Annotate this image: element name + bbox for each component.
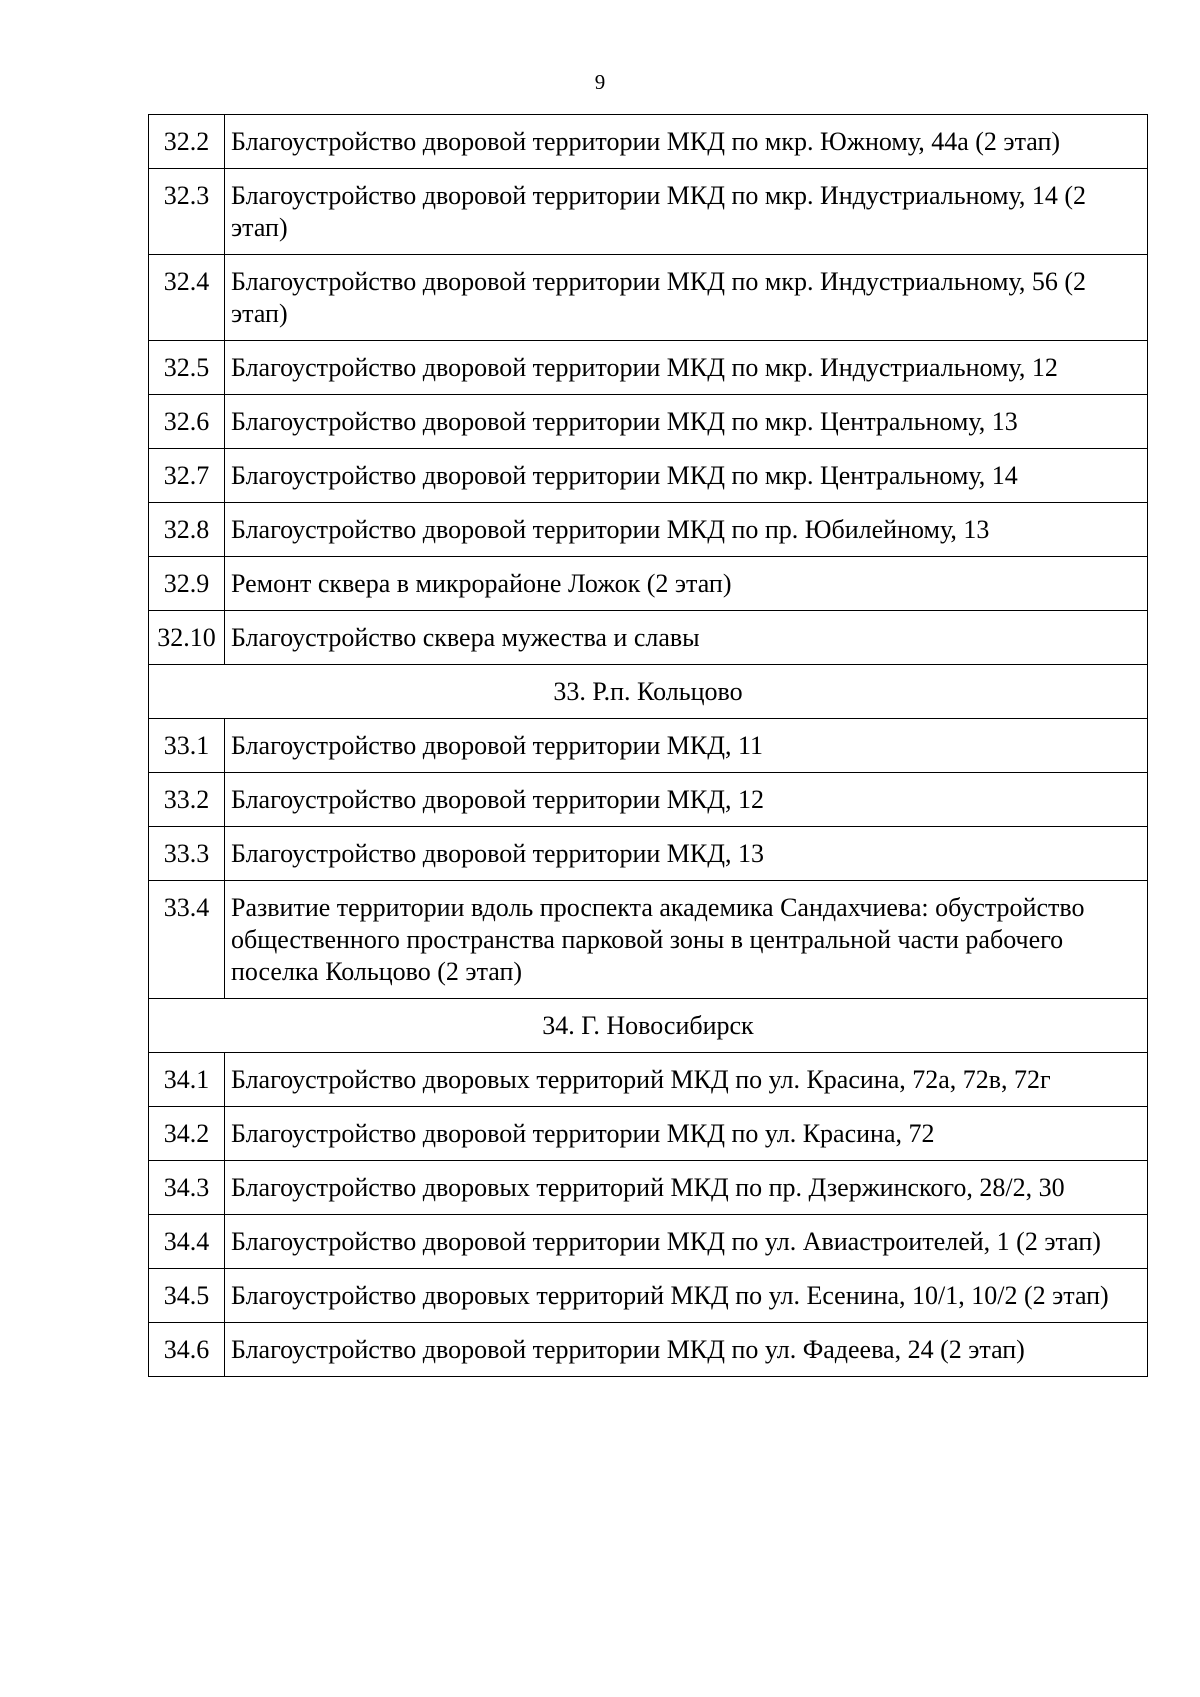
table-row bbox=[149, 881, 1148, 999]
row-description: Благоустройство дворовой территории МКД по мкр. Индустриальному, 14 (2 этап) bbox=[225, 169, 1148, 255]
row-number: 33.4 bbox=[149, 881, 225, 999]
row-description: Благоустройство дворовых территорий МКД по ул. Есенина, 10/1, 10/2 (2 этап) bbox=[225, 1269, 1148, 1323]
row-number: 34.5 bbox=[149, 1269, 225, 1323]
row-number: 32.4 bbox=[149, 255, 225, 341]
row-description: Благоустройство сквера мужества и славы bbox=[225, 611, 1148, 665]
row-description: Благоустройство дворовой территории МКД, 13 bbox=[225, 827, 1148, 881]
row-number: 32.7 bbox=[149, 449, 225, 503]
table-row bbox=[149, 169, 1148, 255]
table-row bbox=[149, 611, 1148, 665]
table-row bbox=[149, 449, 1148, 503]
row-number: 32.2 bbox=[149, 115, 225, 169]
table-row bbox=[149, 773, 1148, 827]
row-description: Благоустройство дворовой территории МКД по ул. Красина, 72 bbox=[225, 1107, 1148, 1161]
page-number: 9 bbox=[594, 70, 606, 94]
row-number: 33.1 bbox=[149, 719, 225, 773]
row-number: 33.2 bbox=[149, 773, 225, 827]
row-description: Благоустройство дворовой территории МКД по мкр. Южному, 44а (2 этап) bbox=[225, 115, 1148, 169]
row-description: Благоустройство дворовой территории МКД по мкр. Индустриальному, 56 (2 этап) bbox=[225, 255, 1148, 341]
row-description: Благоустройство дворовых территорий МКД по пр. Дзержинского, 28/2, 30 bbox=[225, 1161, 1148, 1215]
row-description: Благоустройство дворовой территории МКД по пр. Юбилейному, 13 bbox=[225, 503, 1148, 557]
row-description: Развитие территории вдоль проспекта академика Сандахчиева: обустройство общественного пространства парковой зоны в центральной части рабочего поселка Кольцово (2 этап) bbox=[225, 881, 1148, 999]
row-number: 32.3 bbox=[149, 169, 225, 255]
row-description: Ремонт сквера в микрорайоне Ложок (2 этап) bbox=[225, 557, 1148, 611]
table-row bbox=[149, 827, 1148, 881]
row-number: 34.3 bbox=[149, 1161, 225, 1215]
table-row bbox=[149, 503, 1148, 557]
row-description: Благоустройство дворовой территории МКД, 11 bbox=[225, 719, 1148, 773]
row-number: 33.3 bbox=[149, 827, 225, 881]
works-table bbox=[148, 114, 1148, 1377]
row-number: 32.9 bbox=[149, 557, 225, 611]
row-number: 34.6 bbox=[149, 1323, 225, 1377]
row-description: Благоустройство дворовой территории МКД по ул. Фадеева, 24 (2 этап) bbox=[225, 1323, 1148, 1377]
table-row bbox=[149, 557, 1148, 611]
table-row bbox=[149, 395, 1148, 449]
row-number: 34.1 bbox=[149, 1053, 225, 1107]
section-heading: 34. Г. Новосибирск bbox=[149, 999, 1148, 1053]
row-number: 32.5 bbox=[149, 341, 225, 395]
section-heading: 33. Р.п. Кольцово bbox=[149, 665, 1148, 719]
table-row bbox=[149, 1161, 1148, 1215]
table-row bbox=[149, 255, 1148, 341]
row-description: Благоустройство дворовой территории МКД по мкр. Индустриальному, 12 bbox=[225, 341, 1148, 395]
table-row bbox=[149, 1215, 1148, 1269]
row-number: 32.10 bbox=[149, 611, 225, 665]
row-number: 34.2 bbox=[149, 1107, 225, 1161]
table-row bbox=[149, 1323, 1148, 1377]
table-row bbox=[149, 1269, 1148, 1323]
row-description: Благоустройство дворовой территории МКД по ул. Авиастроителей, 1 (2 этап) bbox=[225, 1215, 1148, 1269]
table-row bbox=[149, 1107, 1148, 1161]
row-number: 34.4 bbox=[149, 1215, 225, 1269]
row-description: Благоустройство дворовой территории МКД, 12 bbox=[225, 773, 1148, 827]
row-number: 32.8 bbox=[149, 503, 225, 557]
table-row bbox=[149, 719, 1148, 773]
section-row bbox=[149, 665, 1148, 719]
table-row bbox=[149, 115, 1148, 169]
row-description: Благоустройство дворовых территорий МКД по ул. Красина, 72а, 72в, 72г bbox=[225, 1053, 1148, 1107]
table-row bbox=[149, 341, 1148, 395]
row-description: Благоустройство дворовой территории МКД по мкр. Центральному, 14 bbox=[225, 449, 1148, 503]
row-number: 32.6 bbox=[149, 395, 225, 449]
section-row bbox=[149, 999, 1148, 1053]
table-row bbox=[149, 1053, 1148, 1107]
row-description: Благоустройство дворовой территории МКД по мкр. Центральному, 13 bbox=[225, 395, 1148, 449]
